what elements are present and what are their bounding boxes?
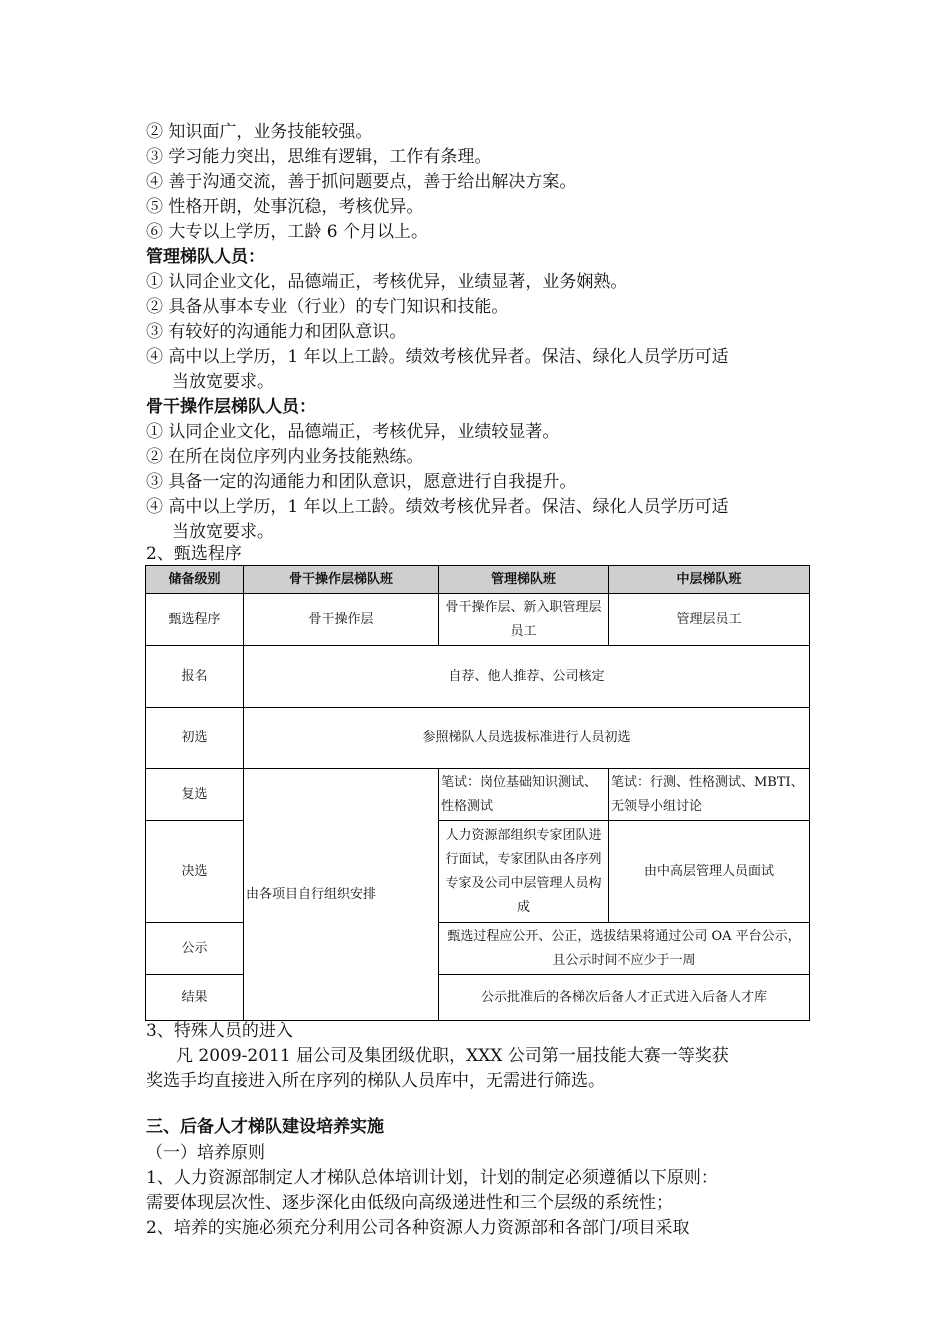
chapter3-title: 三、后备人才梯队建设培养实施 [146, 1117, 384, 1137]
core-item-1: ① 认同企业文化，品德端正，考核优异，业绩较显著。 [146, 422, 560, 442]
core-item-2: ② 在所在岗位序列内业务技能熟练。 [146, 447, 424, 467]
core-item-4-cont: 当放宽要求。 [172, 522, 274, 542]
mgmt-item-2: ② 具备从事本专业（行业）的专门知识和技能。 [146, 297, 509, 317]
mgmt-item-4: ④ 高中以上学历，1 年以上工龄。绩效考核优异者。保洁、绿化人员学历可适 [146, 347, 729, 367]
selection-table [145, 565, 810, 1021]
mgmt-heading: 管理梯队人员： [146, 247, 265, 267]
row-screen-label: 甄选程序 [146, 594, 244, 646]
row-second-middle: 笔试：行测、性格测试、MBTI、无领导小组讨论 [609, 769, 810, 821]
row-second-mgmt: 笔试：岗位基础知识测试、性格测试 [439, 769, 609, 821]
principle2-line: 2、培养的实施必须充分利用公司各种资源人力资源部和各部门/项目采取 [146, 1218, 690, 1238]
row-final-mgmt: 人力资源部组织专家团队进行面试，专家团队由各序列专家及公司中层管理人员构成 [439, 821, 609, 923]
core-item-3: ③ 具备一定的沟通能力和团队意识，愿意进行自我提升。 [146, 472, 577, 492]
mgmt-item-3: ③ 有较好的沟通能力和团队意识。 [146, 322, 407, 342]
section3-title: 3、特殊人员的进入 [146, 1021, 293, 1041]
row-signup-label: 报名 [146, 646, 244, 708]
header-core-team: 骨干操作层梯队班 [244, 566, 439, 594]
section3-para-line1: 凡 2009-2011 届公司及集团级优职，XXX 公司第一届技能大赛一等奖获 [176, 1046, 729, 1066]
row-publish-value: 甄选过程应公开、公正，选拔结果将通过公司 OA 平台公示，且公示时间不应少于一周 [439, 923, 810, 975]
row-screen-mgmt: 骨干操作层、新入职管理层员工 [439, 594, 609, 646]
header-level: 储备级别 [146, 566, 244, 594]
row-screen-core: 骨干操作层 [244, 594, 439, 646]
row-prelim-label: 初选 [146, 708, 244, 769]
core-heading: 骨干操作层梯队人员： [146, 397, 316, 417]
sub1-title: （一）培养原则 [146, 1143, 265, 1163]
row-prelim-value: 参照梯队人员选拔标准进行人员初选 [244, 708, 810, 769]
row-result-value: 公示批准后的各梯次后备人才正式进入后备人才库 [439, 975, 810, 1021]
header-mgmt-team: 管理梯队班 [439, 566, 609, 594]
row-publish-label: 公示 [146, 923, 244, 975]
mgmt-item-1: ① 认同企业文化，品德端正，考核优异，业绩显著，业务娴熟。 [146, 272, 628, 292]
principle1-line2: 需要体现层次性、逐步深化由低级向高级递进性和三个层级的系统性； [146, 1193, 673, 1213]
top-item-6: ⑥ 大专以上学历，工龄 6 个月以上。 [146, 222, 429, 242]
row-final-label: 决选 [146, 821, 244, 923]
section2-title: 2、甄选程序 [146, 544, 242, 564]
row-screen-middle: 管理层员工 [609, 594, 810, 646]
core-item-4: ④ 高中以上学历，1 年以上工龄。绩效考核优异者。保洁、绿化人员学历可适 [146, 497, 729, 517]
row-result-label: 结果 [146, 975, 244, 1021]
row-signup-value: 自荐、他人推荐、公司核定 [244, 646, 810, 708]
header-middle-team: 中层梯队班 [609, 566, 810, 594]
top-item-3: ③ 学习能力突出，思维有逻辑，工作有条理。 [146, 147, 492, 167]
top-item-5: ⑤ 性格开朗，处事沉稳，考核优异。 [146, 197, 424, 217]
principle1-line1: 1、人力资源部制定人才梯队总体培训计划，计划的制定必须遵循以下原则： [146, 1168, 718, 1188]
top-item-2: ② 知识面广，业务技能较强。 [146, 122, 373, 142]
row-second-label: 复选 [146, 769, 244, 821]
top-item-4: ④ 善于沟通交流，善于抓问题要点，善于给出解决方案。 [146, 172, 577, 192]
section3-para-line2: 奖选手均直接进入所在序列的梯队人员库中，无需进行筛选。 [146, 1071, 605, 1091]
mgmt-item-4-cont: 当放宽要求。 [172, 372, 274, 392]
row-final-middle: 由中高层管理人员面试 [609, 821, 810, 923]
merged-core-cell: 由各项目自行组织安排 [244, 769, 439, 1021]
